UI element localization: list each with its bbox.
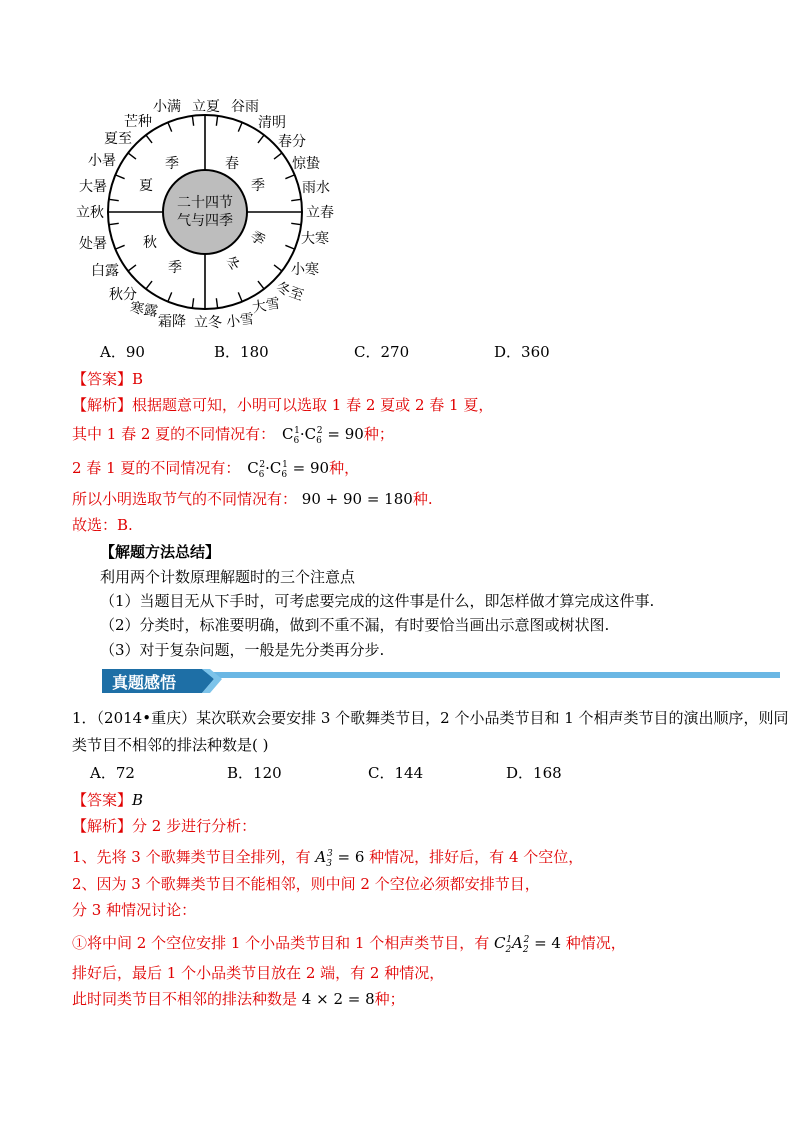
wheel-tick xyxy=(192,298,193,308)
wheel-tick xyxy=(168,122,172,131)
answer-value: B xyxy=(132,791,144,809)
wheel-tick xyxy=(128,153,136,159)
q1-analysis-line-6: 排好后，最后 1 个小品类节目放在 2 端，有 2 种情况， xyxy=(72,964,445,982)
term-xiazhi: 夏至 xyxy=(104,131,132,147)
wheel-tick xyxy=(291,199,301,200)
wheel-tick xyxy=(216,116,217,126)
season-winter-2: 季 xyxy=(247,228,268,250)
answer-label: 【答案】 xyxy=(72,370,133,388)
answer-value: B xyxy=(132,370,144,388)
q1-analysis-line-1 xyxy=(72,815,256,836)
q1-option-b: B．120 xyxy=(227,764,282,782)
term-shuangjiang: 霜降 xyxy=(158,314,186,330)
term-xiaoxue: 小雪 xyxy=(225,311,256,331)
formula-a33: $A_3^3 = 6$ xyxy=(315,848,365,869)
analysis-text: 分 2 步进行分析： xyxy=(132,817,257,835)
season-spring-1: 春 xyxy=(225,156,239,172)
wheel-tick xyxy=(109,223,119,224)
q1-stem-line-2 xyxy=(72,734,269,755)
solar-terms-wheel xyxy=(70,92,360,332)
term-daxue: 大雪 xyxy=(250,295,282,317)
term-lidong: 立冬 xyxy=(194,315,222,331)
summary-item-2: （2）分类时，标准要明确，做到不重不漏，有时要恰当画出示意图或树状图. xyxy=(100,616,610,634)
season-winter-1: 冬 xyxy=(222,253,243,275)
formula-sum: 90 + 90 = 180 xyxy=(301,490,413,508)
term-dahan: 大寒 xyxy=(301,231,329,247)
season-autumn-1: 秋 xyxy=(143,235,157,251)
term-hanlu: 寒露 xyxy=(128,299,160,321)
q0-option-c: C．270 xyxy=(354,343,410,361)
center-text-1: 二十四节 xyxy=(177,195,233,211)
wheel-tick xyxy=(274,265,282,271)
wheel-tick xyxy=(274,153,282,159)
analysis-text: 其中 1 春 2 夏的不同情况有： xyxy=(72,425,276,443)
analysis-text: 此时同类节目不相邻的排法种数是 xyxy=(72,990,298,1008)
wheel-tick xyxy=(258,135,264,143)
formula-c61-c62: $C_6^1\cdot C_6^2 = 90$ xyxy=(281,425,364,446)
wheel-tick xyxy=(291,223,301,224)
analysis-unit: 种； xyxy=(363,425,394,443)
center-text-2: 气与四季 xyxy=(177,213,233,229)
q1-analysis-line-7 xyxy=(72,988,405,1009)
wheel-tick xyxy=(285,245,294,249)
term-guyu: 谷雨 xyxy=(231,99,259,115)
section-header-band xyxy=(102,669,780,693)
analysis-text: 根据题意可知，小明可以选取 1 春 2 夏或 2 春 1 夏， xyxy=(132,396,494,414)
term-liqiu: 立秋 xyxy=(76,205,104,221)
formula-product: 4 × 2 = 8 xyxy=(301,990,375,1008)
analysis-label: 【解析】 xyxy=(72,817,133,835)
analysis-unit: 种， xyxy=(329,459,360,477)
q0-conclusion: 故选：B. xyxy=(72,516,133,534)
analysis-unit: 种情况，排好后，有 4 个空位， xyxy=(369,848,584,866)
q1-option-d: D．168 xyxy=(506,764,562,782)
summary-item-1: （1）当题目无从下手时，可考虑要完成的这件事是什么，即怎样做才算完成这件事. xyxy=(100,592,655,610)
formula-c62-c61: $C_6^2\cdot C_6^1 = 90$ xyxy=(247,459,330,480)
analysis-unit: 种情况， xyxy=(565,934,626,952)
term-chunfen: 春分 xyxy=(278,134,306,150)
term-yushui: 雨水 xyxy=(302,180,330,196)
wheel-tick xyxy=(128,265,136,271)
analysis-text: ①将中间 2 个空位安排 1 个小品类节目和 1 个相声类节目，有 xyxy=(72,934,490,952)
wheel-tick xyxy=(109,199,119,200)
q1-answer xyxy=(72,789,143,810)
q0-answer xyxy=(72,368,143,389)
section-title: 真题感悟 xyxy=(112,673,177,692)
q0-option-d: D．360 xyxy=(494,343,550,361)
analysis-text: 1、先将 3 个歌舞类节目全排列，有 xyxy=(72,848,311,866)
term-dashu: 大暑 xyxy=(79,179,107,195)
term-xiaohan: 小寒 xyxy=(291,262,319,278)
analysis-text: 所以小明选取节气的不同情况有： xyxy=(72,490,298,508)
wheel-tick xyxy=(285,175,294,179)
answer-label: 【答案】 xyxy=(72,791,133,809)
analysis-label: 【解析】 xyxy=(72,396,133,414)
wheel-tick xyxy=(146,135,152,143)
q1-paren: ( ) xyxy=(252,736,269,754)
term-qiufen: 秋分 xyxy=(109,287,137,303)
q1-option-a: A．72 xyxy=(90,764,135,782)
season-summer-2: 夏 xyxy=(139,178,153,194)
q0-analysis-line-2 xyxy=(72,423,394,446)
term-lichun: 立春 xyxy=(306,205,334,221)
q0-option-a: A．90 xyxy=(100,343,145,361)
wheel-tick xyxy=(258,281,264,289)
q1-analysis-line-3: 2、因为 3 个歌舞类节目不能相邻，则中间 2 个空位必须都安排节目， xyxy=(72,875,540,893)
wheel-tick xyxy=(115,245,124,249)
wheel-tick xyxy=(146,281,152,289)
wheel-tick xyxy=(238,122,242,131)
q1-analysis-line-4: 分 3 种情况讨论： xyxy=(72,901,197,919)
q1-analysis-line-2 xyxy=(72,846,583,869)
summary-title: 【解题方法总结】 xyxy=(100,543,221,561)
wheel-center-circle xyxy=(163,170,247,254)
term-mangzhong: 芒种 xyxy=(124,114,152,130)
term-lixia: 立夏 xyxy=(192,99,220,115)
term-chushu: 处暑 xyxy=(79,236,107,252)
term-bailu: 白露 xyxy=(91,263,119,279)
term-jingzhe: 惊蛰 xyxy=(292,156,320,172)
wheel-tick xyxy=(216,298,217,308)
q0-analysis-line-4 xyxy=(72,488,433,509)
q0-analysis-line-1 xyxy=(72,394,493,415)
q0-option-b: B．180 xyxy=(214,343,269,361)
formula-c21-a22: $C_2^1A_2^2 = 4$ xyxy=(494,934,561,955)
wheel-tick xyxy=(238,292,242,301)
q0-analysis-line-3 xyxy=(72,457,359,480)
term-xiaoman: 小满 xyxy=(153,99,181,115)
q1-stem-line-1: 1．（2014•重庆）某次联欢会要安排 3 个歌舞类节目，2 个小品类节目和 1 个相声类节目的演出顺序，则同 xyxy=(72,709,789,727)
analysis-unit: 种. xyxy=(412,490,433,508)
analysis-unit: 种； xyxy=(374,990,405,1008)
analysis-text: 2 春 1 夏的不同情况有： xyxy=(72,459,241,477)
wheel-tick xyxy=(168,292,172,301)
q1-option-c: C．144 xyxy=(368,764,424,782)
summary-item-3: （3）对于复杂问题，一般是先分类再分步. xyxy=(100,641,385,659)
season-summer-1: 季 xyxy=(165,156,179,172)
q1-stem-text: 类节目不相邻的排法种数是 xyxy=(72,736,253,754)
season-autumn-2: 季 xyxy=(168,260,182,276)
wheel-tick xyxy=(115,175,124,179)
wheel-tick xyxy=(192,116,193,126)
q1-analysis-line-5 xyxy=(72,932,626,955)
summary-intro: 利用两个计数原理解题时的三个注意点 xyxy=(100,568,356,586)
term-qingming: 清明 xyxy=(258,115,286,131)
season-spring-2: 季 xyxy=(251,178,265,194)
term-dongzhi: 冬至 xyxy=(273,279,306,305)
term-xiaoshu: 小暑 xyxy=(88,153,116,169)
